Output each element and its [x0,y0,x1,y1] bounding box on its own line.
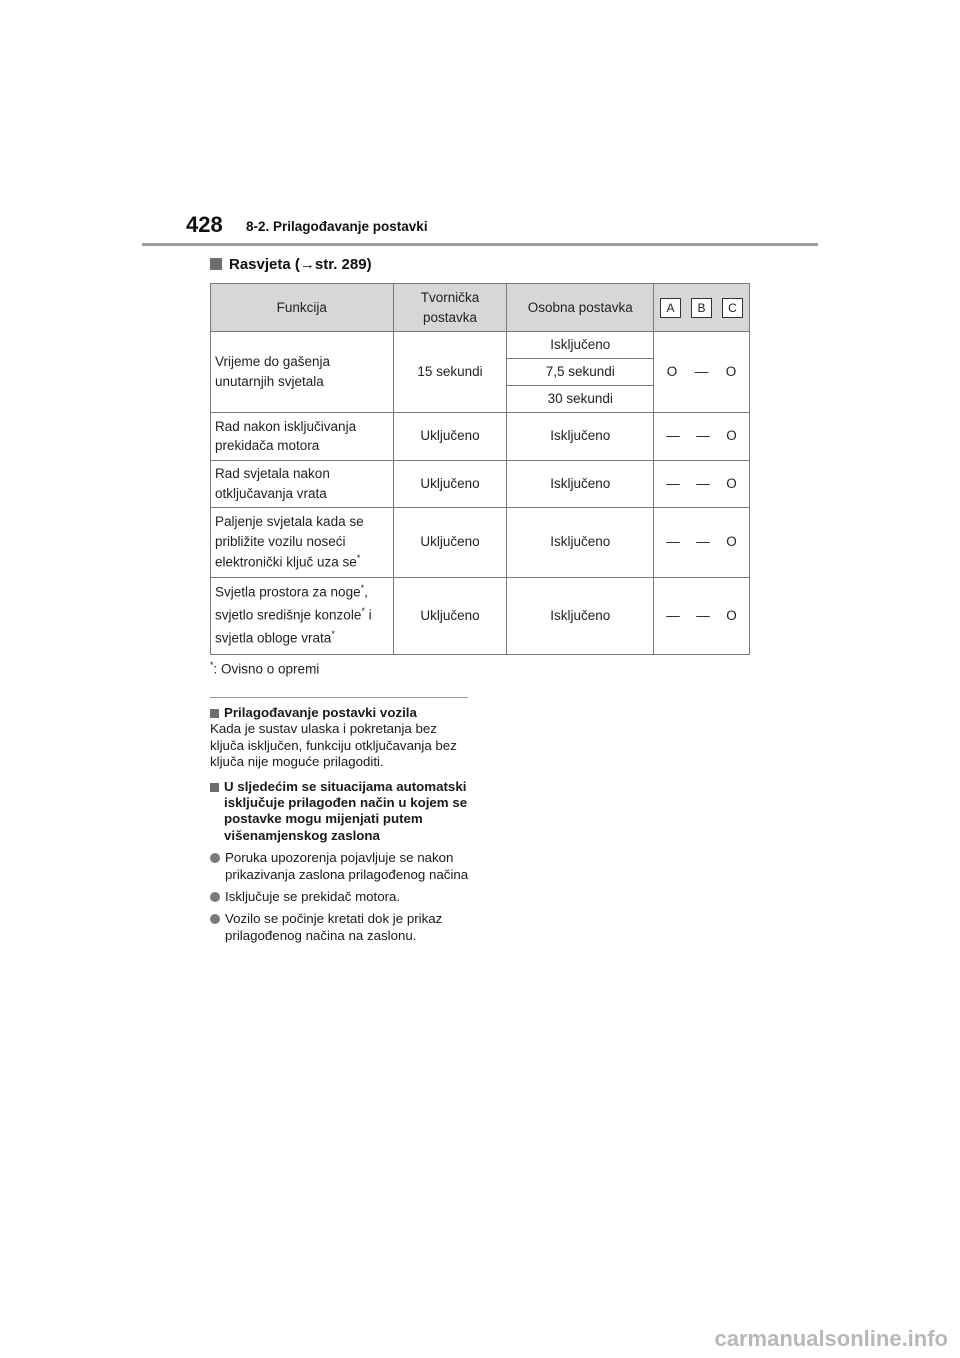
row2-b: — [696,428,710,444]
row5-a: — [666,607,680,623]
row1-option3: 30 sekundi [507,385,654,412]
square-bullet-icon [210,709,219,718]
row3-abc [654,460,750,507]
row2-a: — [666,428,680,444]
row3-personal: Isključeno [507,460,654,507]
row5-func-b: , svjetlo središnje konzole [215,584,368,623]
label-b-icon: B [691,298,712,318]
row1-a: O [666,364,678,379]
row5-personal: Isključeno [507,577,654,654]
footnote [210,660,319,677]
settings-table [210,283,750,655]
header-personal: Osobna postavka [507,284,654,332]
table-row [211,577,750,654]
circle-bullet-icon [210,853,220,863]
bullet-text: Poruka upozorenja pojavljuje se nakon prikazivanja zaslona prilagođenog načina [225,850,469,882]
notes-section [210,705,472,950]
bullet-text: Vozilo se počinje kretati dok je prikaz prilagođenog načina na zaslonu. [225,911,443,943]
row5-star-2: * [361,606,365,617]
row3-function: Rad svjetala nakon otključavanja vrata [211,460,394,507]
row5-b: — [696,607,710,623]
row4-star: * [356,552,361,563]
row4-function-text: Paljenje svjetala kada se približite vozilu noseći elektronički ključ uza se [215,514,364,570]
row4-abc [654,507,750,577]
row1-default: 15 sekundi [393,332,507,413]
page-number: 428 [186,212,223,237]
header-rule [142,243,818,246]
section-title [210,256,372,273]
row5-func-c: i svjetla obloge vrata [215,607,372,646]
note-1-body: Kada je sustav ulaska i pokretanja bez ključa isključen, funkciju otključavanja bez ključa nije moguće prilagoditi. [210,721,457,770]
watermark: carmanualsonline.info [714,1326,948,1351]
table-header-row [211,284,750,332]
table-row [211,412,750,460]
circle-bullet-icon [210,892,220,902]
note-2-title-text: U sljedećim se situacijama automatski isključuje prilagođen način u kojem se postavke mogu mijenjati putem višenamjenskog zaslona [224,778,468,843]
row2-function: Rad nakon isključivanja prekidača motora [211,412,394,460]
square-bullet-icon [210,258,222,270]
list-item [210,889,472,905]
row1-abc [654,332,750,413]
table-row [211,460,750,507]
row5-star-1: * [360,583,365,594]
row3-c: O [726,475,737,491]
row4-c: O [726,534,737,550]
square-bullet-icon [210,783,219,792]
row4-a: — [666,534,680,550]
row1-option2: 7,5 sekundi [507,358,654,385]
header-function: Funkcija [211,284,394,332]
row1-c: O [725,364,737,379]
note-1-title [210,705,472,721]
row5-default: Uključeno [393,577,507,654]
table-row [211,507,750,577]
row5-func-a: Svjetla prostora za noge [215,584,361,600]
list-item [210,850,472,883]
row1-function: Vrijeme do gašenja unutarnjih svjetala [211,332,394,413]
row2-abc [654,412,750,460]
row4-b: — [696,534,710,550]
row2-personal: Isključeno [507,412,654,460]
row5-star-3: * [331,628,335,639]
row1-option1: Isključeno [507,332,654,359]
bullet-text: Isključuje se prekidač motora. [225,889,401,905]
row4-default: Uključeno [393,507,507,577]
section-header: 8-2. Prilagođavanje postavki [246,219,428,234]
row1-b: — [694,364,709,379]
row5-c: O [726,607,737,623]
footnote-mark: * [210,660,214,670]
notes-divider [210,697,468,698]
row5-function [211,577,394,654]
row5-abc [654,577,750,654]
row2-default: Uključeno [393,412,507,460]
title-ref: str. 289) [314,256,372,273]
header-default: Tvornička postavka [393,284,507,332]
arrow-icon: → [299,256,315,273]
row4-personal: Isključeno [507,507,654,577]
note-2-title [210,779,472,845]
row3-default: Uključeno [393,460,507,507]
table-row [211,332,750,359]
row3-a: — [666,475,680,491]
note-1-title-text: Prilagođavanje postavki vozila [224,705,417,720]
list-item [210,911,472,944]
title-text: Rasvjeta ( [229,256,300,273]
label-a-icon: A [660,298,681,318]
header-abc [654,284,750,332]
row2-c: O [726,428,737,444]
label-c-icon: C [722,298,743,318]
circle-bullet-icon [210,914,220,924]
row3-b: — [696,475,710,491]
row4-function [211,507,394,577]
footnote-text: : Ovisno o opremi [213,661,320,677]
